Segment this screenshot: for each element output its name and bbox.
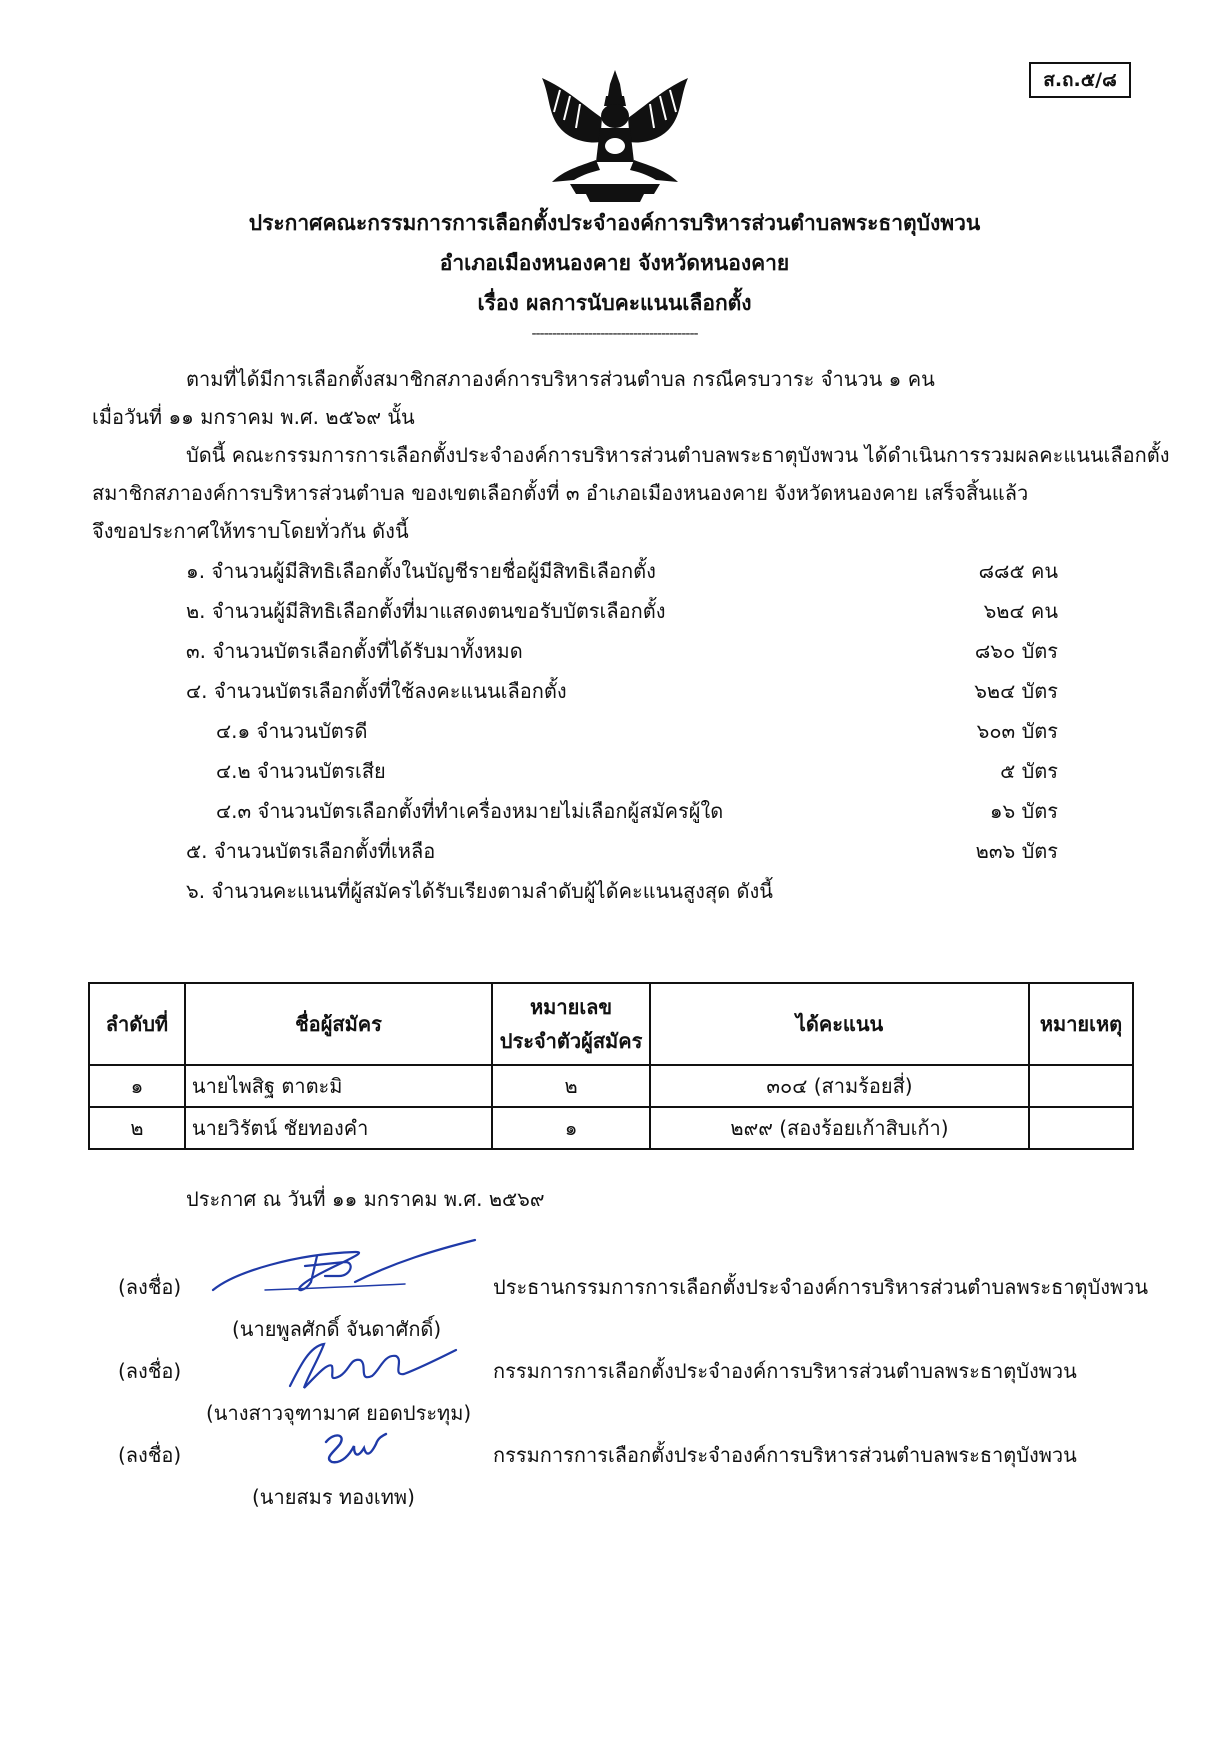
item-value: ๖๒๔ บัตร [974,679,1058,703]
announcement-title: ประกาศคณะกรรมการการเลือกตั้งประจำองค์การบริหารส่วนตำบลพระธาตุบังพวน [248,211,981,235]
item-label: ๕. จำนวนบัตรเลือกตั้งที่เหลือ [186,839,436,863]
sign-label: (ลงชื่อ) [118,1443,182,1467]
cell-name: นายวิรัตน์ ชัยทองคำ [185,1107,492,1149]
item-label: ๖. จำนวนคะแนนที่ผู้สมัครได้รับเรียงตามลำดับผู้ได้คะแนนสูงสุด ดังนี้ [186,879,773,903]
table-row [89,1065,1133,1107]
signer-position: ประธานกรรมการการเลือกตั้งประจำองค์การบริหารส่วนตำบลพระธาตุบังพวน [493,1275,1149,1299]
paragraph-1-line-2: เมื่อวันที่ ๑๑ มกราคม พ.ศ. ๒๕๖๙ นั้น [92,405,415,429]
cell-remark [1029,1065,1133,1107]
table-row [89,1107,1133,1149]
header-number [492,983,650,1065]
paragraph-2-line-3: จึงขอประกาศให้ทราบโดยทั่วกัน ดังนี้ [92,519,409,543]
signer-position: กรรมการการเลือกตั้งประจำองค์การบริหารส่วนตำบลพระธาตุบังพวน [493,1443,1077,1467]
item-value: ๑๖ บัตร [989,799,1058,823]
signer-position: กรรมการการเลือกตั้งประจำองค์การบริหารส่วนตำบลพระธาตุบังพวน [493,1359,1077,1383]
paragraph-2-line-2: สมาชิกสภาองค์การบริหารส่วนตำบล ของเขตเลือกตั้งที่ ๓ อำเภอเมืองหนองคาย จังหวัดหนองคาย เสร็จสิ้นแล้ว [92,481,1029,505]
item-value: ๘๘๕ คน [978,559,1058,583]
item-label: ๒. จำนวนผู้มีสิทธิเลือกตั้งที่มาแสดงตนขอรับบัตรเลือกตั้ง [186,599,666,623]
sign-label: (ลงชื่อ) [118,1275,182,1299]
header-name: ชื่อผู้สมัคร [185,983,492,1065]
item-label: ๓. จำนวนบัตรเลือกตั้งที่ได้รับมาทั้งหมด [186,639,523,663]
announcement-date: ประกาศ ณ วันที่ ๑๑ มกราคม พ.ศ. ๒๕๖๙ [186,1187,545,1211]
subject-line: เรื่อง ผลการนับคะแนนเลือกตั้ง [477,291,752,315]
item-label: ๔. จำนวนบัตรเลือกตั้งที่ใช้ลงคะแนนเลือกตั้ง [186,679,567,703]
signature-member-2-icon [320,1428,390,1472]
item-label: ๔.๓ จำนวนบัตรเลือกตั้งที่ทำเครื่องหมายไม่เลือกผู้สมัครผู้ใด [216,799,724,823]
header-remark: หมายเหตุ [1029,983,1133,1065]
district-province: อำเภอเมืองหนองคาย จังหวัดหนองคาย [439,251,790,275]
form-code-box: ส.ถ.๕/๘ [1029,62,1131,98]
item-label: ๑. จำนวนผู้มีสิทธิเลือกตั้งในบัญชีรายชื่อผู้มีสิทธิเลือกตั้ง [186,559,656,583]
header-rank: ลำดับที่ [89,983,185,1065]
results-table [88,982,1134,1150]
header-number-line-1: หมายเลข [530,995,613,1019]
cell-number: ๑ [492,1107,650,1149]
signature-chairman-icon [205,1232,485,1304]
item-label: ๔.๑ จำนวนบัตรดี [216,719,368,743]
title-separator: ----------------------------------------- [531,326,698,342]
cell-remark [1029,1107,1133,1149]
item-value: ๕ บัตร [1000,759,1058,783]
item-value: ๖๐๓ บัตร [976,719,1058,743]
cell-rank: ๑ [89,1065,185,1107]
header-score: ได้คะแนน [650,983,1029,1065]
item-value: ๖๒๔ คน [983,599,1058,623]
cell-score: ๒๙๙ (สองร้อยเก้าสิบเก้า) [650,1107,1029,1149]
signer-name: (นางสาวจุฑามาศ ยอดประทุม) [206,1401,472,1425]
cell-rank: ๒ [89,1107,185,1149]
signature-member-1-icon [280,1336,460,1398]
item-label: ๔.๒ จำนวนบัตรเสีย [216,759,386,783]
cell-number: ๒ [492,1065,650,1107]
cell-score: ๓๐๔ (สามร้อยสี่) [650,1065,1029,1107]
signer-name: (นายสมร ทองเทพ) [252,1485,415,1509]
item-value: ๘๖๐ บัตร [974,639,1058,663]
header-number-line-2: ประจำตัวผู้สมัคร [499,1029,643,1053]
garuda-emblem-icon [530,66,700,206]
paragraph-2-line-1: บัดนี้ คณะกรรมการการเลือกตั้งประจำองค์การบริหารส่วนตำบลพระธาตุบังพวน ได้ดำเนินการรวมผลคะแนนเลือกตั้ง [186,443,1170,467]
signer-name: (นายพูลศักดิ์ จันดาศักดิ์) [232,1317,442,1341]
cell-name: นายไพสิฐ ตาตะมิ [185,1065,492,1107]
sign-label: (ลงชื่อ) [118,1359,182,1383]
table-header-row [89,983,1133,1065]
item-value: ๒๓๖ บัตร [975,839,1058,863]
paragraph-1-line-1: ตามที่ได้มีการเลือกตั้งสมาชิกสภาองค์การบริหารส่วนตำบล กรณีครบวาระ จำนวน ๑ คน [186,367,935,391]
